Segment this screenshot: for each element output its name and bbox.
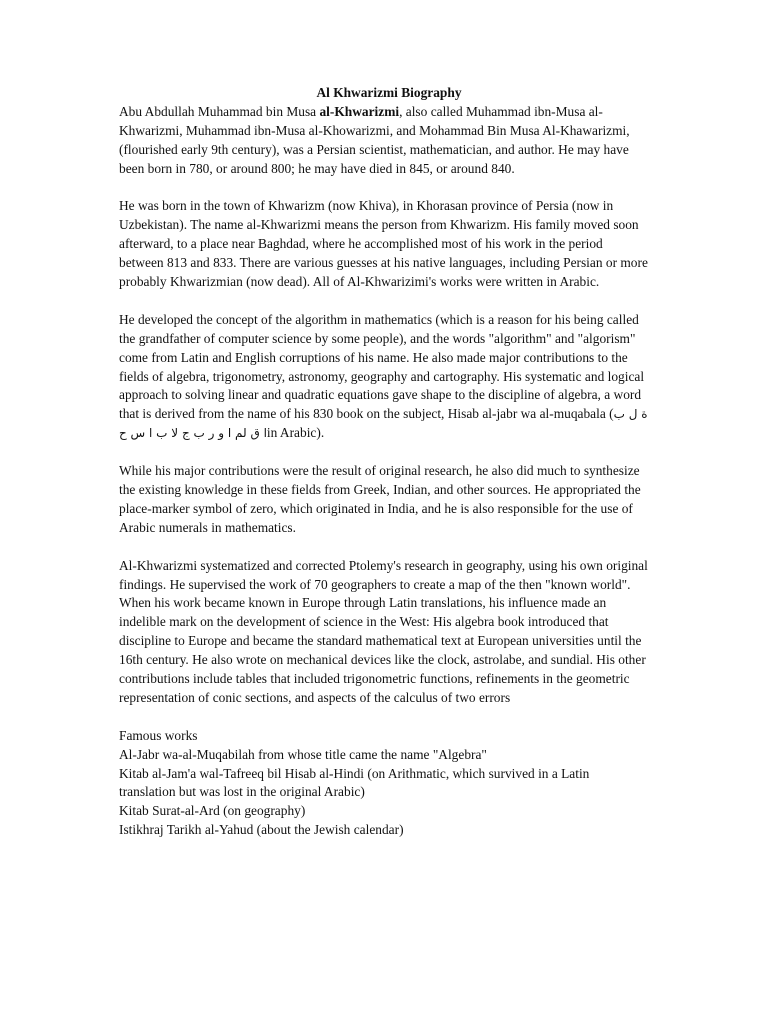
paragraph-geography: Al-Khwarizmi systematized and corrected Ptolemy's research in geography, using his own original findings. He supervised the work of 70 geographers to create a map of the then "known world". When his work became known in Europe through Latin translations, his influence made an indelible mark on the development of science in the West: His algebra book introduced that discipline to Europe and became the standard mathematical text at European universities until the 16th century. He also wrote on mechanical devices like the clock, astrolabe, and sundial. His other contributions include tables that included trigonometric functions, refinements in the geometric representation of conic sections, and aspects of the calculus of two errors bbox=[119, 557, 648, 705]
famous-works-heading: Famous works bbox=[119, 727, 198, 743]
algorithm-text-start: He developed the concept of the algorithm in mathematics (which is a reason for his being called the grandfather of computer science by some people), and the words "algorithm" and "algorism" come from Latin and English corruptions of his name. He also made major contributions to the fields of algebra, trigonometry, astronomy, geography and cartography. His systematic and logical approach to solving linear and quadratic equations gave shape to the discipline of algebra, a word that is derived from the name of his 830 book on the subject, Hisab al-jabr wa al-muqabala ( bbox=[119, 311, 645, 422]
famous-work-item: Al-Jabr wa-al-Muqabilah from whose title came the name "Algebra" bbox=[119, 746, 487, 762]
famous-work-item: Kitab al-Jam'a wal-Tafreeq bil Hisab al-Hindi (on Arithmatic, which survived in a Latin translation but was lost in the original Arabic) bbox=[119, 765, 590, 800]
paragraph-birthplace: He was born in the town of Khwarizm (now Khiva), in Khorasan province of Persia (now in Uzbekistan). The name al-Khwarizmi means the person from Khwarizm. His family moved soon afterward, to a place near Baghdad, where he accomplished most of his work in the period between 813 and 833. There are various guesses at his native languages, including Persian or more probably Khwarizmian (now dead). All of Al-Khwarizimi's works were written in Arabic. bbox=[119, 198, 648, 290]
intro-name-bold: al-Khwarizmi bbox=[319, 103, 400, 119]
paragraph-intro bbox=[119, 103, 649, 179]
intro-text-start: Abu Abdullah Muhammad bin Musa bbox=[119, 103, 320, 119]
famous-work-item: Kitab Surat-al-Ard (on geography) bbox=[119, 803, 306, 819]
famous-works-section bbox=[119, 727, 649, 840]
algorithm-text-end: in Arabic). bbox=[266, 425, 325, 441]
famous-work-item: Istikhraj Tarikh al-Yahud (about the Jewish calendar) bbox=[119, 822, 404, 838]
document-page bbox=[119, 84, 649, 840]
arabic-book-title: ة ل ب ا ق لم ا و ر ب ج لا ب ا س ح bbox=[119, 407, 648, 441]
document-title: Al Khwarizmi Biography bbox=[316, 85, 462, 100]
intro-text-end: , also called Muhammad ibn-Musa al-Khwarizmi, Muhammad ibn-Musa al-Khowarizmi, and Mohammad Bin Musa Al-Khawarizmi, (flourished early 9th century), was a Persian scientist, mathematician, and author. He may have been born in 780, or around 800; he may have died in 845, or around 840. bbox=[119, 103, 630, 176]
paragraph-contributions: While his major contributions were the result of original research, he also did much to synthesize the existing knowledge in these fields from Greek, Indian, and other sources. He appropriated the place-marker symbol of zero, which originated in India, and he is also responsible for the use of Arabic numerals in mathematics. bbox=[119, 463, 641, 535]
paragraph-algorithm bbox=[119, 311, 649, 443]
